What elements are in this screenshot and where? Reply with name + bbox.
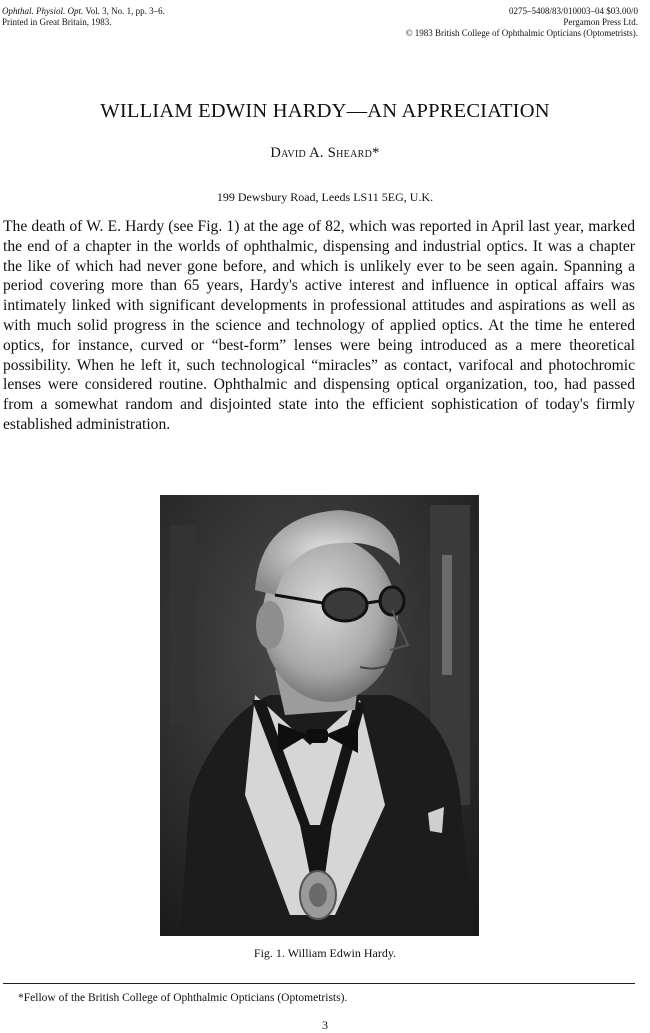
footnote-rule bbox=[3, 983, 635, 984]
paragraph: The death of W. E. Hardy (see Fig. 1) at the age of 82, which was reported in April last year, marked the end of a chapter in the worlds of ophthalmic, dispensing and industrial optics. It was a chapter the like of which had never gone before, and which is unlikely ever to be seen again. Spanning a period covering more than 65 years, Hardy's active interest and influence in optical affairs was intimately linked with significant developments in professional attitudes and aspirations as well as with much solid progress in the science and technology of applied optics. At the time he entered optics, for instance, curved or “best-form” lenses were being introduced as a mere theoretical possibility. When he left it, such technological “miracles” as contact, varifocal and photochromic lenses were considered routine. Ophthalmic and dispensing optical organization, too, had passed from a somewhat random and disjointed state into the efficient sophistication of today's firmly established administration. bbox=[3, 218, 635, 433]
footnote: *Fellow of the British College of Ophthalmic Opticians (Optometrists). bbox=[18, 992, 348, 1004]
author-address: 199 Dewsbury Road, Leeds LS11 5EG, U.K. bbox=[216, 190, 434, 204]
running-header-left bbox=[2, 6, 165, 28]
portrait-illustration bbox=[160, 495, 479, 936]
article-title: WILLIAM EDWIN HARDY—AN APPRECIATION bbox=[100, 100, 550, 122]
figure-caption: Fig. 1. William Edwin Hardy. bbox=[253, 946, 397, 960]
portrait-photo bbox=[160, 495, 479, 936]
page-number: 3 bbox=[322, 1018, 328, 1032]
copyright-line: © 1983 British College of Ophthalmic Opticians (Optometrists). bbox=[405, 28, 638, 38]
journal-name: Ophthal. Physiol. Opt. bbox=[2, 6, 84, 16]
publisher: Pergamon Press Ltd. bbox=[563, 17, 638, 27]
price-code: 0275–5408/83/010003–04 $03.00/0 bbox=[508, 6, 638, 16]
running-header-right bbox=[406, 6, 638, 39]
body-text bbox=[3, 217, 635, 435]
author-name: David A. Sheard* bbox=[270, 145, 380, 161]
volume-pages: Vol. 3, No. 1, pp. 3–6. bbox=[85, 6, 165, 16]
printed-line: Printed in Great Britain, 1983. bbox=[2, 17, 112, 27]
